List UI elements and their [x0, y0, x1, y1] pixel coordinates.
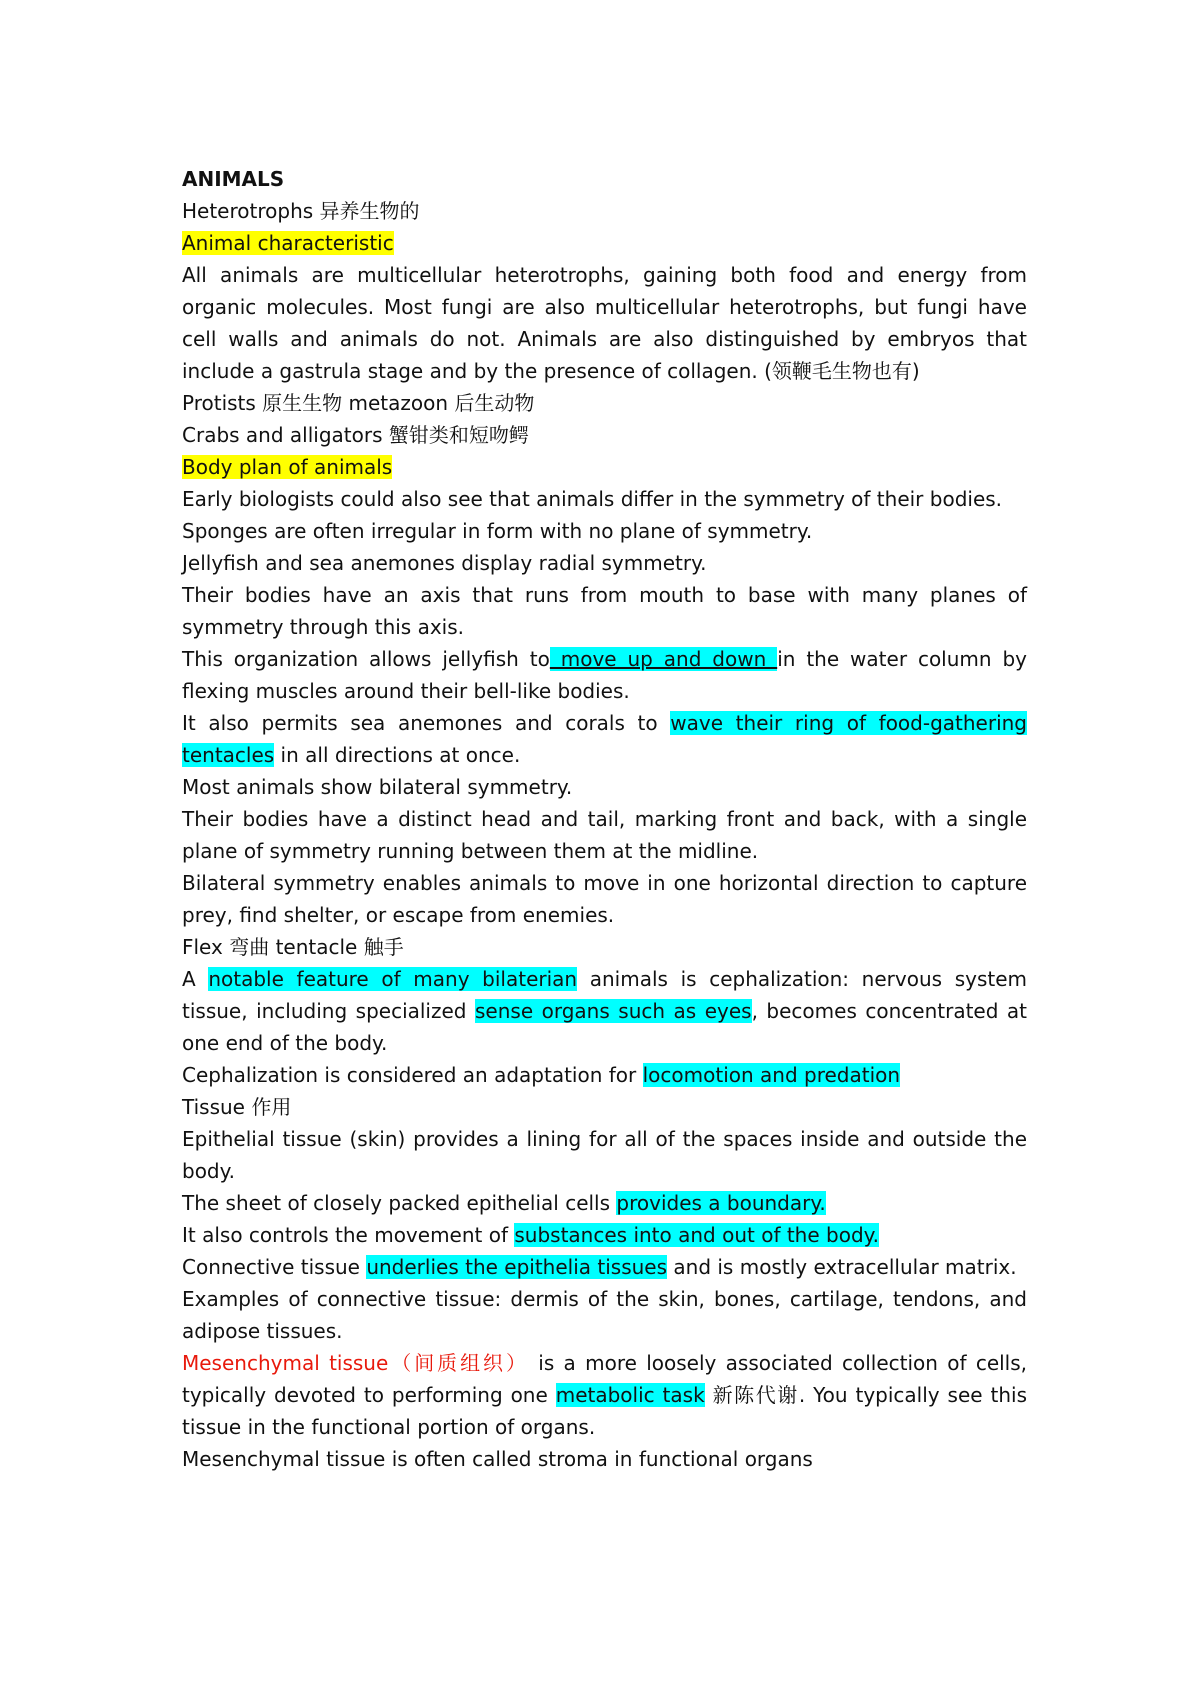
text-fragment: in all directions at once.: [274, 743, 521, 767]
paragraph-connective: [182, 1251, 1027, 1283]
text-fragment: A: [182, 967, 209, 991]
stroma-line: Mesenchymal tissue is often called stroma in functional organs: [182, 1447, 813, 1471]
highlight-locomotion: locomotion and predation: [642, 1063, 901, 1087]
highlight-substances: substances into and out of the body.: [514, 1223, 879, 1247]
sponges-line: Sponges are often irregular in form with no plane of symmetry.: [182, 519, 813, 543]
highlight-notable-feature: notable feature of many bilaterian: [208, 967, 578, 991]
paragraph-notable: [182, 963, 1027, 1059]
paragraph-axis: Their bodies have an axis that runs from mouth to base with many planes of symmetry through this axis.: [182, 583, 1027, 639]
document-page: [182, 163, 1027, 1475]
protists-line: Protists 原生生物 metazoon 后生动物: [182, 391, 535, 415]
paragraph-permits: [182, 707, 1027, 771]
paragraph-enables: Bilateral symmetry enables animals to move in one horizontal direction to capture prey, find shelter, or escape from enemies.: [182, 871, 1027, 927]
highlight-sense-organs: sense organs such as eyes: [475, 999, 752, 1023]
text-fragment: animals is cephalization: nervous system tissue, including specialized: [182, 967, 1027, 1023]
text-fragment: , becomes concentrated at one end of the body.: [182, 999, 1028, 1055]
paragraph-mesenchymal: [182, 1347, 1027, 1443]
paragraph-organization: [182, 643, 1027, 707]
bilateral-line: Most animals show bilateral symmetry.: [182, 775, 573, 799]
text-fragment: This organization allows jellyfish to: [182, 647, 550, 671]
controls-line: [182, 1219, 1027, 1251]
text-fragment: Cephalization is considered an adaptation for: [182, 1063, 643, 1087]
text-fragment: is a more loosely associated collection of cells, typically devoted to performing one: [182, 1351, 1028, 1407]
heading-animal-characteristic: Animal characteristic: [182, 231, 394, 255]
doc-title: ANIMALS: [182, 167, 285, 191]
crabs-line: Crabs and alligators 蟹钳类和短吻鳄: [182, 423, 529, 447]
text-fragment: 新陈代谢. You typically see this tissue in the functional portion of organs.: [182, 1383, 1027, 1439]
paragraph-early-biologists: Early biologists could also see that animals differ in the symmetry of their bodies.: [182, 487, 1003, 511]
cephalization-line: [182, 1059, 1027, 1091]
text-fragment: The sheet of closely packed epithelial cells: [182, 1191, 617, 1215]
text-fragment: in the water column by flexing muscles around their bell-like bodies.: [182, 647, 1028, 703]
paragraph-examples: Examples of connective tissue: dermis of the skin, bones, cartilage, tendons, and adipose tissues.: [182, 1287, 1027, 1343]
paragraph-epithelial: Epithelial tissue (skin) provides a lining for all of the spaces inside and outside the body.: [182, 1127, 1027, 1183]
heading-body-plan: Body plan of animals: [182, 455, 393, 479]
flex-line: Flex 弯曲 tentacle 触手: [182, 935, 404, 959]
highlight-boundary: provides a boundary.: [616, 1191, 826, 1215]
text-fragment: Connective tissue: [182, 1255, 367, 1279]
highlight-metabolic-task: metabolic task: [555, 1383, 705, 1407]
heterotrophs-line: Heterotrophs 异养生物的: [182, 199, 420, 223]
highlight-move-up-down: move up and down: [549, 647, 778, 671]
highlight-tentacles: wave their ring of food-gathering tentacles: [182, 711, 1027, 767]
highlight-underlies: underlies the epithelia tissues: [366, 1255, 668, 1279]
text-fragment: It also controls the movement of: [182, 1223, 515, 1247]
jellyfish-line: Jellyfish and sea anemones display radial symmetry.: [182, 551, 707, 575]
paragraph-head-tail: Their bodies have a distinct head and tail, marking front and back, with a single plane of symmetry running between them at the midline.: [182, 807, 1027, 863]
mesenchymal-term: Mesenchymal tissue（间质组织）: [182, 1351, 529, 1375]
text-fragment: and is mostly extracellular matrix.: [667, 1255, 1017, 1279]
tissue-line: Tissue 作用: [182, 1095, 292, 1119]
sheet-line: [182, 1187, 1027, 1219]
paragraph-characteristic: All animals are multicellular heterotrophs, gaining both food and energy from organic molecules. Most fungi are also multicellular heterotrophs, but fungi have cell walls and animals do not. Animals are also distinguished by embryos that include a gastrula stage and by the presence of collagen. (领鞭毛生物也有): [182, 263, 1027, 383]
text-fragment: It also permits sea anemones and corals to: [182, 711, 671, 735]
